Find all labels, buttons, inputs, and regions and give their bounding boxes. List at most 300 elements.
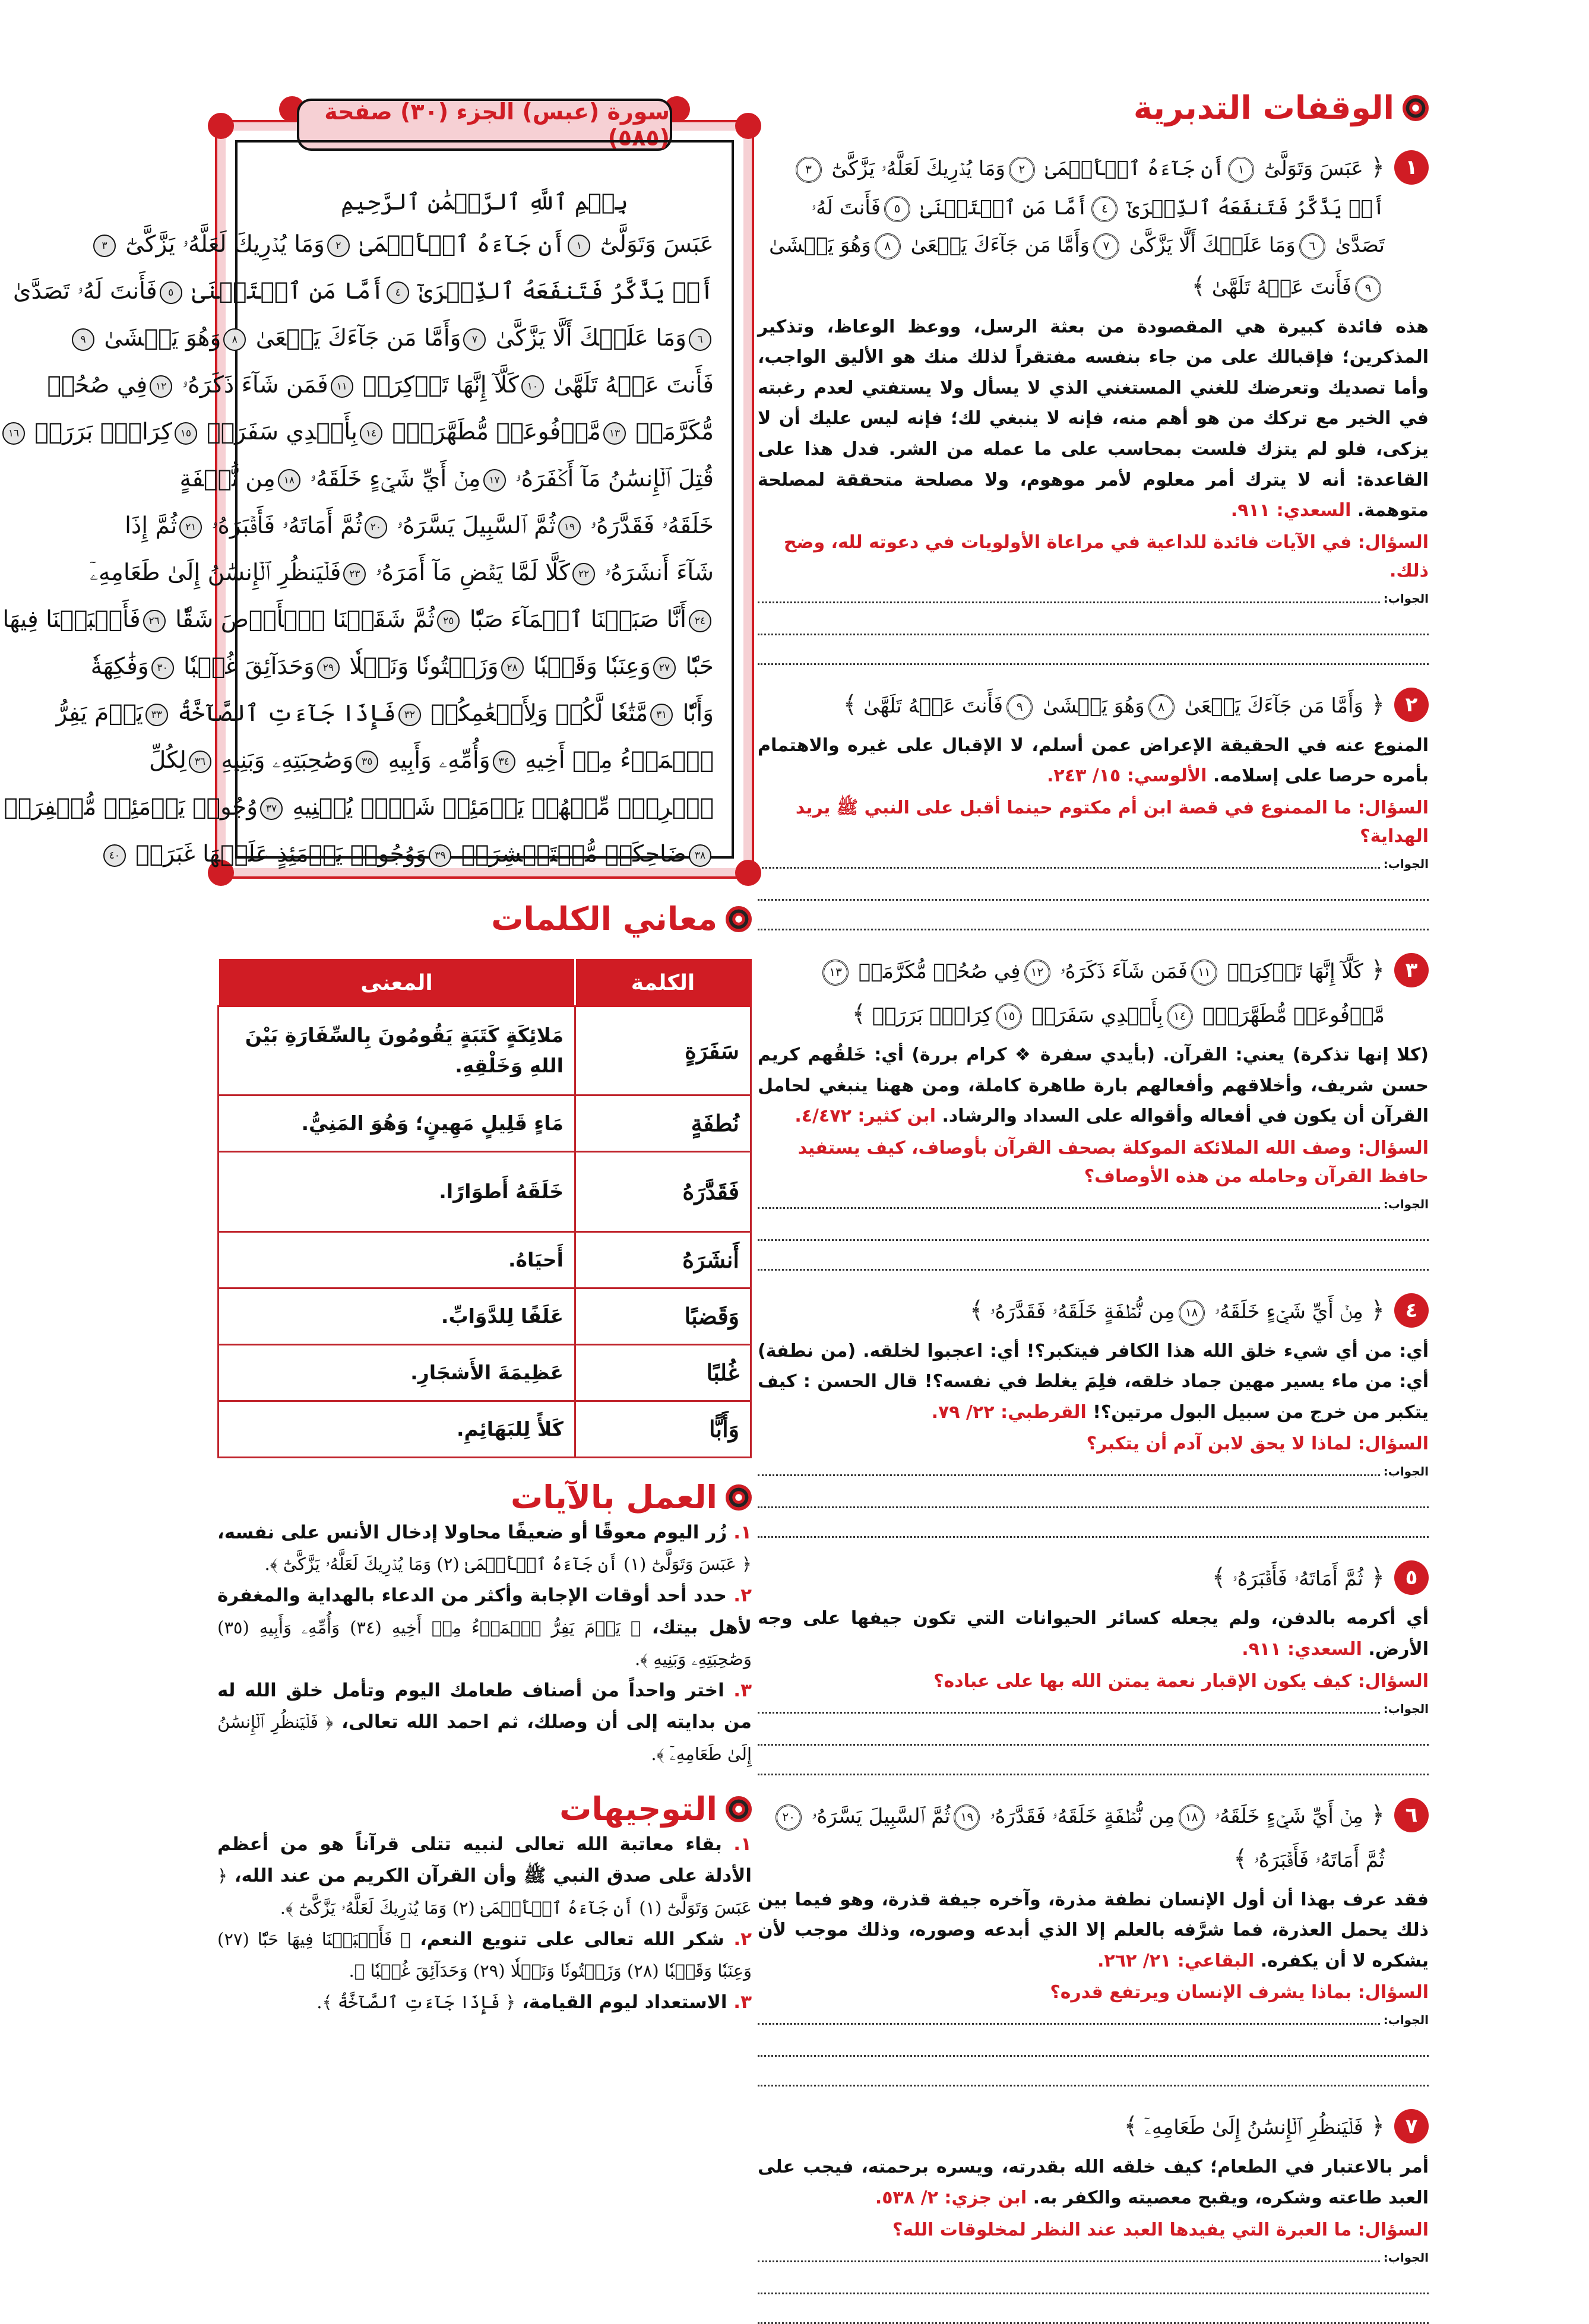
- question-text: السؤال: بماذا يشرف الإنسان ويرتفع قدره؟: [1050, 1982, 1429, 2003]
- ayah-segment: فَلۡيَنظُرِ ٱلۡإِنسَٰنُ إِلَىٰ طَعَامِهِۦٓ: [1144, 2116, 1363, 2140]
- verse-number-marker: ٣٣: [145, 704, 168, 726]
- verse-number-marker: ٦: [1299, 233, 1325, 259]
- mushaf-segment: أَوۡ يَذَّكَّرُ فَتَنفَعَهُ ٱلذِّكۡرَىٰٓ: [419, 278, 714, 305]
- tafsir-source: السعدي: ٩١١.: [1230, 500, 1351, 521]
- tawjihat-item: [217, 1987, 752, 2018]
- ornate-bracket-open: ﴿: [1363, 153, 1385, 181]
- verse-number-marker: ١: [568, 235, 590, 257]
- ayah-segment: أَن جَآءَهُ ٱلۡأَعۡمَىٰ: [1044, 156, 1225, 181]
- tafsir-body: المنوع عنه في الحقيقة الإعراض عمن أسلم، لا الإقبال على غيره والاهتمام بأمره حرصا على إسلامه.: [758, 734, 1429, 787]
- item-text: اختر واحداً من أصناف طعامك اليوم وتأمل خلق الله له من بدايته إلى أن وصلك، ثم احمد الله تعالى،: [217, 1680, 752, 1733]
- ayah-segment: كَلَّآ إِنَّهَا تَذۡكِرَةٞ: [1227, 959, 1363, 983]
- waqafa-item: [758, 948, 1429, 1271]
- mushaf-segment: فَمَن شَآءَ ذَكَرَهُۥ: [182, 372, 328, 398]
- verse-number-marker: ١١: [1191, 960, 1217, 986]
- rosette-icon: [726, 1796, 752, 1822]
- ornate-bracket-close: ﴾: [1123, 2113, 1138, 2141]
- tawjihat-title: التوجيهات: [559, 1790, 717, 1828]
- tafsir-source: القرطبي: ٢٢/ ٧٩.: [931, 1401, 1087, 1423]
- verse-number-marker: ١٧: [483, 469, 506, 492]
- ayah-segment: وَأَمَّا مَن جَآءَكَ يَسۡعَىٰ: [910, 233, 1090, 257]
- verse-number-marker: ٧: [463, 328, 486, 351]
- waqafa-item: [758, 145, 1429, 665]
- mushaf-segment: فَلۡيَنظُرِ ٱلۡإِنسَٰنُ إِلَىٰ طَعَامِهِۦٓ: [90, 559, 341, 586]
- vocab-meaning: أَحيَاهُ.: [219, 1231, 575, 1288]
- answer-label: الجواب:: [1383, 1701, 1429, 1716]
- answer-input-line[interactable]: [758, 2023, 1380, 2025]
- waqafa-item: [758, 2104, 1429, 2323]
- verse-number-marker: ١٢: [1024, 960, 1050, 986]
- item-ayah: ﴿ فَأَنۢبَتۡنَا فِيهَا حَبّٗا (٢٧) وَعِنَبٗا وَقَضۡبٗا (٢٨) وَزَيۡتُونٗا وَنَخۡلٗا (٢٩) وَحَدَآئِقَ غُلۡبٗا ﴾.: [217, 1929, 752, 1981]
- mushaf-line: [56, 690, 714, 737]
- waqafa-ayah-row: [758, 2104, 1429, 2148]
- mushaf-line: [2, 596, 714, 643]
- amal-items: [217, 1517, 752, 1771]
- answer-label: الجواب:: [1383, 591, 1429, 606]
- tafsir-source: ابن كثير: ٤/٤٧٢.: [794, 1106, 936, 1127]
- ayah-segment: مِنۡ أَيِّ شَيۡءٍ خَلَقَهُۥ: [1214, 1804, 1363, 1828]
- corner-dot: [735, 113, 761, 139]
- verse-number-marker: ٣١: [650, 704, 673, 726]
- vocab-header-row: [219, 960, 751, 1006]
- verse-number-marker: ٣٧: [260, 797, 283, 820]
- col-meaning-header: المعنى: [219, 960, 575, 1006]
- amal-item: [217, 1580, 752, 1675]
- ayah-segment: فِي صُحُفٖ مُّكَرَّمَةٖ: [858, 959, 1021, 983]
- verse-number-marker: ٢: [327, 235, 350, 257]
- ayah-segment: ثُمَّ أَمَاتَهُۥ فَأَقۡبَرَهُۥ: [1254, 1848, 1385, 1872]
- answer-input-line[interactable]: [758, 1207, 1380, 1209]
- vocab-row: [219, 1151, 751, 1231]
- tawjihat-item: [217, 1829, 752, 1924]
- mushaf-line: [8, 409, 714, 455]
- mushaf-segment: وَعِنَبٗا وَقَضۡبٗا: [533, 653, 651, 680]
- verse-number-marker: ٢٠: [775, 1804, 802, 1831]
- ornate-bracket-close: ﴾: [1211, 1564, 1226, 1592]
- answer-label: الجواب:: [1383, 1464, 1429, 1479]
- verse-number-marker: ١٩: [558, 516, 581, 539]
- answer-input-line[interactable]: [758, 1716, 1429, 1746]
- verse-number-marker: ١٥: [175, 422, 197, 445]
- vocab-meaning: خَلَقَهُ أَطوَارًا.: [219, 1151, 575, 1231]
- answer-input-line[interactable]: [758, 1474, 1380, 1476]
- ayah-segment: فَأَنتَ عَنۡهُ تَلَهَّىٰ: [1211, 275, 1351, 299]
- item-ayah: ﴿ فَلۡيَنظُرِ ٱلۡإِنسَٰنُ إِلَىٰ طَعَامِهِۦٓ ﴾.: [217, 1712, 752, 1764]
- tafsir-text: [758, 1336, 1429, 1428]
- verse-number-marker: ٩: [72, 328, 94, 351]
- verse-number-marker: ٨: [875, 233, 901, 259]
- verse-number-marker: ١٣: [822, 960, 849, 986]
- mushaf-segment: كِرَامِۭ بَرَرَةٖ: [34, 419, 172, 445]
- answer-input-line[interactable]: [758, 635, 1429, 665]
- mushaf-lines: [2, 221, 714, 878]
- verse-number-marker: ٢١: [179, 516, 202, 539]
- answer-input-line[interactable]: [758, 606, 1429, 635]
- verse-number-marker: ٣٢: [398, 704, 421, 726]
- waqafa-item: [758, 1556, 1429, 1775]
- vocab-row: [219, 1401, 751, 1457]
- verse-number-marker: ٤٠: [103, 844, 126, 867]
- vocab-word: غُلبًا: [575, 1344, 751, 1401]
- item-number-badge: ٧: [1394, 2109, 1429, 2143]
- question-text: السؤال: ما الممنوع في قصة ابن أم مكتوم حينما أقبل على النبي ﷺ يريد الهداية؟: [795, 797, 1429, 847]
- verse-number-marker: ١٨: [1179, 1804, 1205, 1831]
- ayah-segment: مِنۡ أَيِّ شَيۡءٍ خَلَقَهُۥ: [1214, 1299, 1363, 1324]
- ornate-bracket-open: ﴿: [1363, 1296, 1385, 1324]
- ayah-segment: أَمَّا مَنِ ٱسۡتَغۡنَىٰ: [920, 195, 1088, 220]
- vocab-row: [219, 1231, 751, 1288]
- answer-input-line[interactable]: [758, 1712, 1380, 1714]
- mushaf-segment: فَإِذَا جَآءَتِ ٱلصَّآخَّةُ: [178, 700, 396, 727]
- waqafat-title: الوقفات التدبرية: [1133, 89, 1394, 126]
- vocab-word: سَفَرَةٍ: [575, 1006, 751, 1095]
- basmala: بِسۡمِ ٱللَّهِ ٱلرَّحۡمَٰنِ ٱلرَّحِيمِ: [341, 189, 628, 215]
- tafsir-source: البقاعي: ٢١/ ٢٦٢.: [1097, 1950, 1255, 1971]
- mushaf-segment: ٱلۡمَرۡءُ مِنۡ أَخِيهِ: [524, 747, 714, 774]
- answer-label: الجواب:: [1383, 2250, 1429, 2265]
- tafsir-source: السعدي: ٩١١.: [1242, 1639, 1362, 1660]
- mushaf-segment: حَبّٗا: [685, 653, 714, 680]
- mushaf-line: [4, 784, 714, 831]
- tafsir-text: [758, 1040, 1429, 1132]
- item-text: بقاء معاتبة الله تعالى لنبيه تتلى قرآناً هو من أعظم الأدلة على صدق النبي ﷺ وأن القرآن الكريم من عند الله،: [217, 1833, 752, 1887]
- mushaf-segment: فَأَنتَ عَنۡهُ تَلَهَّىٰ: [553, 372, 714, 398]
- amal-item: [217, 1675, 752, 1770]
- waqafat-heading: [758, 89, 1429, 128]
- answer-input-line[interactable]: [758, 2294, 1429, 2324]
- waqafa-ayah-row: [758, 145, 1429, 308]
- verse-number-marker: ٦: [689, 328, 711, 351]
- ayah-segment: بِأَيۡدِي سَفَرَةٖ: [1031, 1003, 1163, 1027]
- verse-number-marker: ٧: [1093, 233, 1119, 259]
- question-text: السؤال: وصف الله الملائكة الموكلة بصحف القرآن بأوصاف، كيف يستفيد حافظ القرآن وحامله من هذه الأوصاف؟: [797, 1137, 1429, 1187]
- ayah-segment: وَمَا عَلَيۡكَ أَلَّا يَزَّكَّىٰ: [1129, 233, 1296, 257]
- ayah-segment: مَّرۡفُوعَةٖ مُّطَهَّرَةِۭ: [1202, 1003, 1385, 1027]
- answer-input-line[interactable]: [758, 1746, 1429, 1775]
- question-text: السؤال: ما العبرة التي يفيدها العبد عند النظر لمخلوقات الله؟: [892, 2219, 1429, 2240]
- ayah-segment: ثُمَّ أَمَاتَهُۥ فَأَقۡبَرَهُۥ: [1232, 1567, 1363, 1591]
- ornate-bracket-open: ﴿: [1363, 1564, 1385, 1592]
- mushaf-segment: يَوۡمَ يَفِرُّ: [56, 700, 143, 727]
- left-column: [2, 99, 752, 2019]
- ayah-segment: وَهُوَ يَخۡشَىٰ: [1043, 694, 1145, 718]
- verse-number-marker: ٢٥: [437, 610, 460, 632]
- tafsir-body: (كلا إنها تذكرة) يعني: القرآن. (بأيدي سفرة ❖ كرام بررة) أي: خَلقُهم كريم حسن شريف، وأخلاقهم وأفعالهم بارة طاهرة كاملة، ومن ههنا ينبغي لحامل القرآن أن يكون في أفعاله وأقواله على السداد والرشاد.: [758, 1044, 1429, 1127]
- mushaf-segment: وُجُوهٞ يَوۡمَئِذٖ مُّسۡفِرَةٞ: [4, 794, 258, 821]
- ornate-bracket-open: ﴿: [1363, 956, 1385, 984]
- amal-item: [217, 1517, 752, 1581]
- answer-input-line[interactable]: [758, 1211, 1429, 1241]
- waqafa-item: [758, 1793, 1429, 2087]
- ayah-text: [758, 1556, 1385, 1600]
- mushaf-line: [90, 549, 714, 596]
- vocab-meaning: كَلأً لِلبَهَائِمِ.: [219, 1401, 575, 1457]
- ornate-bracket-open: ﴿: [1363, 1801, 1385, 1829]
- waqafa-ayah-row: [758, 1556, 1429, 1600]
- amal-heading: [217, 1478, 752, 1517]
- mushaf-segment: وَمَا يُدۡرِيكَ لَعَلَّهُۥ يَزَّكَّىٰٓ: [125, 231, 325, 258]
- answer-input-line[interactable]: [758, 1508, 1429, 1538]
- item-ayah: ﴿ فَإِذَا جَآءَتِ ٱلصَّآخَّةُ ﴾.: [316, 1992, 516, 2013]
- mushaf-segment: فَأَنۢبَتۡنَا فِيهَا: [2, 606, 141, 633]
- verse-number-marker: ١٩: [954, 1804, 980, 1831]
- mushaf-line: [90, 643, 714, 690]
- mushaf-segment: مُّكَرَّمَةٖ: [635, 419, 714, 445]
- verse-number-marker: ١٢: [150, 375, 172, 398]
- waqafa-ayah-row: [758, 1288, 1429, 1332]
- tafsir-body: هذه فائدة كبيرة هي المقصودة من بعثة الرسل، ووعظ الوعاظ، وتذكير المذكرين؛ فإقبالك على من جاء بنفسه مفتقراً لذلك منك هو الأليق الواجب، وأما تصديك وتعرضك للغني المستغني الذي لا يسأل ولا يستفتي لعدم رغبته في الخير مع تركك من هو أهم منه، فإنه لا ينبغي لك؛ فإنه ليس عليك أن لا يزكى، فلو لم يتزك فلست بمحاسب على ما عمله من الشر. فدل هذا على القاعدة: أنه لا يترك أمر معلوم لأمر موهوم، ولا مصلحة متحققة لمصلحة متوهمة.: [758, 316, 1429, 521]
- waqafa-ayah-row: [758, 1793, 1429, 1881]
- verse-number-marker: ٢٤: [689, 610, 711, 632]
- answer-input-line[interactable]: [758, 2057, 1429, 2086]
- ayah-segment: فَأَنتَ لَهُۥ تَصَدَّىٰ: [811, 195, 1385, 257]
- verse-number-marker: ١٨: [1179, 1300, 1205, 1326]
- verse-number-marker: ١٨: [278, 469, 300, 492]
- answer-label: الجواب:: [1383, 2013, 1429, 2028]
- verse-number-marker: ١٦: [2, 422, 25, 445]
- mushaf-segment: خَلَقَهُۥ فَقَدَّرَهُۥ: [590, 512, 714, 539]
- verse-number-marker: ٣٤: [493, 751, 515, 773]
- tafsir-body: فقد عرف بهذا أن أول الإنسان نطفة مذرة، وآخره جيفة قذرة، وهو فيما بين ذلك يحمل العذرة، فما شرَّفه بالعلم إلا الذي أبدعه وصوره، وذلك موجب لأن يشكره لا أن يكفره.: [758, 1889, 1429, 1971]
- verse-number-marker: ١٣: [603, 422, 626, 445]
- answer-input-line[interactable]: [758, 901, 1429, 930]
- verse-number-marker: ٢٧: [653, 657, 676, 679]
- mushaf-header: سورة (عبس) الجزء (٣٠) صفحة (٥٨٥): [297, 99, 672, 151]
- tawjihat-items: [217, 1829, 752, 2019]
- item-ayah: ﴿ يَوۡمَ يَفِرُّ ٱلۡمَرۡءُ مِنۡ أَخِيهِ (٣٤) وَأُمِّهِۦ وَأَبِيهِ (٣٥) وَصَٰحِبَتِهِۦ وَبَنِيهِ ﴾.: [217, 1617, 752, 1669]
- item-number-badge: ٢: [1394, 688, 1429, 722]
- question-text: السؤال: كيف يكون الإقبار نعمة يمتن الله بها على عباده؟: [933, 1670, 1429, 1692]
- verse-number-marker: ٨: [223, 328, 246, 351]
- mushaf-segment: ثُمَّ ٱلسَّبِيلَ يَسَّرَهُۥ: [397, 512, 556, 539]
- item-number-badge: ١: [1394, 150, 1429, 185]
- ayah-segment: أَوۡ يَذَّكَّرُ فَتَنفَعَهُ ٱلذِّكۡرَىٰٓ: [1128, 195, 1385, 220]
- ayah-segment: فَمَن شَآءَ ذَكَرَهُۥ: [1060, 959, 1188, 983]
- mushaf-line: [80, 315, 714, 362]
- verse-number-marker: ٢٢: [572, 563, 595, 585]
- mushaf-segment: مِنۡ أَيِّ شَيۡءٍ خَلَقَهُۥ: [310, 466, 481, 492]
- answer-label-row: [758, 2013, 1429, 2027]
- vocab-body: [219, 1006, 751, 1457]
- mushaf-segment: شَآءَ أَنشَرَهُۥ: [604, 559, 714, 586]
- tafsir-text: [758, 730, 1429, 791]
- verse-number-marker: ٣٥: [356, 751, 378, 773]
- amal-title: العمل بالآيات: [510, 1478, 717, 1516]
- answer-input-line[interactable]: [758, 867, 1380, 869]
- mushaf-segment: ٱمۡرِيٕٖ مِّنۡهُمۡ يَوۡمَئِذٖ شَأۡنٞ يُغۡنِيهِ: [292, 794, 714, 821]
- mushaf-segment: أَن جَآءَهُ ٱلۡأَعۡمَىٰ: [359, 231, 566, 258]
- vocab-row: [219, 1344, 751, 1401]
- ayah-segment: ثُمَّ ٱلسَّبِيلَ يَسَّرَهُۥ: [812, 1804, 951, 1828]
- item-text: حدد أحد أوقات الإجابة وأكثر من الدعاء بالهداية والمغفرة لأهل بيتك،: [217, 1585, 752, 1638]
- vocab-table: [217, 959, 752, 1458]
- verse-number-marker: ٨: [1148, 694, 1175, 720]
- mushaf-segment: وَزَيۡتُونٗا وَنَخۡلٗا: [349, 653, 499, 680]
- ayah-text: [758, 683, 1385, 727]
- vocab-meaning: عَظِيمَةَ الأَشجَارِ.: [219, 1344, 575, 1401]
- mushaf-segment: كَلَّآ إِنَّهَا تَذۡكِرَةٞ: [363, 372, 519, 398]
- rosette-icon: [726, 906, 752, 932]
- tafsir-source: الألوسي: ١٥/ ٢٤٣.: [1047, 765, 1207, 787]
- verse-number-marker: ٣: [796, 157, 822, 183]
- item-ayah: ﴿ عَبَسَ وَتَوَلَّىٰٓ (١) أَن جَآءَهُ ٱلۡأَعۡمَىٰ (٢) وَمَا يُدۡرِيكَ لَعَلَّهُۥ يَزَّكَّىٰٓ ﴾.: [264, 1553, 752, 1574]
- answer-label-row: [758, 857, 1429, 871]
- item-number: ٣.: [733, 1680, 752, 1702]
- waqafa-item: [758, 1288, 1429, 1538]
- answer-input-line[interactable]: [758, 871, 1429, 901]
- answer-label-row: [758, 2250, 1429, 2265]
- verse-number-marker: ١٤: [360, 422, 382, 445]
- question-text: السؤال: لماذا لا يحق لابن آدم أن يتكبر؟: [1086, 1433, 1429, 1455]
- verse-number-marker: ٥: [884, 196, 910, 222]
- ayah-segment: مِن نُّطۡفَةٍ خَلَقَهُۥ فَقَدَّرَهُۥ: [990, 1804, 1175, 1828]
- verse-number-marker: ٣: [93, 235, 116, 257]
- item-number-badge: ٥: [1394, 1560, 1429, 1595]
- mushaf-segment: وَحَدَآئِقَ غُلۡبٗا: [183, 653, 315, 680]
- mushaf-segment: لِكُلِّ: [148, 747, 186, 774]
- question-text: السؤال: في الآيات فائدة للداعية في مراعاة الأولويات في دعوته لله، وضح ذلك.: [783, 531, 1429, 581]
- vocab-heading: [217, 900, 752, 939]
- item-number: ٢.: [733, 1585, 752, 1607]
- ayah-segment: كِرَامِۭ بَرَرَةٖ: [872, 1003, 992, 1027]
- verse-number-marker: ٣٠: [151, 657, 174, 679]
- mushaf-text-frame: [2, 140, 734, 867]
- verse-number-marker: ١١: [331, 375, 353, 398]
- vocab-row: [219, 1006, 751, 1095]
- vocab-row: [219, 1288, 751, 1344]
- tafsir-text: [758, 1603, 1429, 1664]
- vocab-word: فَقَدَّرَهُ: [575, 1151, 751, 1231]
- ornate-bracket-open: ﴿: [1363, 2113, 1385, 2141]
- vocab-word: أَنشَرَهُ: [575, 1231, 751, 1288]
- answer-input-line[interactable]: [758, 2265, 1429, 2294]
- mushaf-line: [148, 737, 714, 784]
- verse-number-marker: ٩: [1355, 276, 1381, 302]
- mushaf-segment: فَأَنتَ لَهُۥ تَصَدَّىٰ: [12, 278, 157, 305]
- vocab-word: نُطفَةٍ: [575, 1095, 751, 1151]
- answer-label: الجواب:: [1383, 1196, 1429, 1211]
- item-number: ٣.: [733, 1991, 752, 2013]
- answer-input-line[interactable]: [758, 2027, 1429, 2057]
- item-text: الاستعداد ليوم القيامة،: [522, 1991, 727, 2013]
- mushaf-page: [2, 99, 752, 876]
- mushaf-segment: ثُمَّ أَمَاتَهُۥ فَأَقۡبَرَهُۥ: [211, 512, 362, 539]
- verse-number-marker: ١: [1228, 157, 1254, 183]
- tafsir-body: أي أكرمه بالدفن، ولم يجعله كسائر الحيوانات التي تكون جيفها على وجه الأرض.: [758, 1608, 1429, 1660]
- verse-number-marker: ٤: [387, 281, 409, 304]
- ayah-segment: وَمَا يُدۡرِيكَ لَعَلَّهُۥ يَزَّكَّىٰٓ: [831, 156, 1005, 181]
- vocab-meaning: مَلائِكَةٍ كَتَبَةٍ يَقُومُونَ بِالسِّفَارَةِ بَيْنَ اللهِ وَخَلْقِهِ.: [219, 1006, 575, 1095]
- ayah-text: [758, 948, 1385, 1036]
- col-word-header: الكلمة: [575, 960, 751, 1006]
- mushaf-line: [125, 502, 714, 549]
- tafsir-body: أمر بالاعتبار في الطعام؛ كيف خلقه الله بقدرته، ويسره برحمته، فيجب على العبد طاعته وشكره، ويقبح معصيته والكفر به.: [758, 2157, 1429, 2209]
- ayah-text: [758, 145, 1385, 308]
- tawjihat-section: [217, 1790, 752, 2019]
- mushaf-segment: وَصَٰحِبَتِهِۦ وَبَنِيهِ: [221, 747, 354, 774]
- vocab-title: معاني الكلمات: [491, 900, 717, 938]
- mushaf-segment: أَنَّا صَبَبۡنَا ٱلۡمَآءَ صَبّٗا: [469, 606, 686, 633]
- ayah-segment: عَبَسَ وَتَوَلَّىٰٓ: [1264, 156, 1363, 181]
- waqafa-item: [758, 683, 1429, 930]
- verse-number-marker: ٢٠: [365, 516, 387, 539]
- item-number: ٢.: [733, 1928, 752, 1950]
- answer-input-line[interactable]: [758, 1241, 1429, 1271]
- rosette-icon: [726, 1484, 752, 1511]
- vocab-word: وَقَضبًا: [575, 1288, 751, 1344]
- answer-label: الجواب:: [1383, 856, 1429, 871]
- item-number: ١.: [733, 1833, 752, 1855]
- verse-number-marker: ١٥: [996, 1003, 1022, 1030]
- verse-number-marker: ٩: [1006, 694, 1033, 720]
- ornate-bracket-close: ﴾: [843, 691, 857, 718]
- answer-label-row: [758, 1197, 1429, 1211]
- verse-number-marker: ٢٦: [143, 610, 166, 632]
- answer-input-line[interactable]: [758, 601, 1380, 603]
- corner-dot: [735, 860, 761, 886]
- mushaf-segment: وَأَبّٗا: [682, 700, 714, 727]
- tawjihat-item: [217, 1924, 752, 1987]
- mushaf-segment: وَأُمِّهِۦ وَأَبِيهِ: [388, 747, 490, 774]
- waqafa-ayah-row: [758, 948, 1429, 1036]
- mushaf-line: [12, 268, 714, 315]
- tafsir-text: [758, 312, 1429, 526]
- mushaf-segment: وَفَٰكِهَةٗ: [90, 653, 149, 680]
- tawjihat-heading: [217, 1790, 752, 1829]
- answer-input-line[interactable]: [758, 1478, 1429, 1508]
- verse-number-marker: ٣٦: [189, 751, 211, 773]
- item-text: شكر الله تعالى على تنويع النعم،: [420, 1928, 724, 1950]
- tafsir-text: [758, 1885, 1429, 1977]
- mushaf-line: [47, 362, 714, 409]
- ayah-segment: مِن نُّطۡفَةٍ خَلَقَهُۥ فَقَدَّرَهُۥ: [990, 1299, 1175, 1324]
- waqafa-ayah-row: [758, 683, 1429, 727]
- corner-dot: [208, 113, 234, 139]
- ornate-bracket-close: ﴾: [1233, 1845, 1248, 1873]
- mushaf-segment: قُتِلَ ٱلۡإِنسَٰنُ مَآ أَكۡفَرَهُۥ: [515, 466, 714, 492]
- ayah-text: [758, 1793, 1385, 1881]
- mushaf-segment: كَلَّا لَمَّا يَقۡضِ مَآ أَمَرَهُۥ: [375, 559, 571, 586]
- mushaf-line: [102, 221, 714, 268]
- mushaf-segment: بِأَيۡدِي سَفَرَةٖ: [207, 419, 357, 445]
- verse-number-marker: ٣٨: [689, 844, 711, 867]
- answer-input-line[interactable]: [758, 2260, 1380, 2262]
- item-ayah: ﴿ عَبَسَ وَتَوَلَّىٰٓ (١) أَن جَآءَهُ ٱلۡأَعۡمَىٰ (٢) وَمَا يُدۡرِيكَ لَعَلَّهُۥ يَزَّكَّىٰٓ ﴾.: [217, 1866, 752, 1918]
- item-number-badge: ٦: [1394, 1798, 1429, 1832]
- verse-number-marker: ٥: [160, 281, 182, 304]
- vocab-meaning: عَلَفًا لِلدَّوَابِّ.: [219, 1288, 575, 1344]
- ayah-text: [758, 1288, 1385, 1332]
- verse-number-marker: ٢٣: [343, 563, 366, 585]
- mushaf-segment: ثُمَّ شَقَقۡنَا ٱلۡأَرۡضَ شَقّٗا: [175, 606, 435, 633]
- vocab-meaning: مَاءٍ قَلِيلٍ مَهِينٍ؛ وَهُوَ المَنِيُّ.: [219, 1095, 575, 1151]
- answer-label-row: [758, 1702, 1429, 1716]
- verse-number-marker: ٢٨: [501, 657, 524, 679]
- mushaf-segment: وَمَا عَلَيۡكَ أَلَّا يَزَّكَّىٰ: [495, 325, 686, 352]
- waqafat-items: [758, 145, 1429, 2324]
- item-text: زُر اليوم معوقًا أو ضعيفًا محاولا إدخال الأنس على نفسه،: [217, 1521, 727, 1543]
- rosette-icon: [1403, 95, 1429, 121]
- verse-number-marker: ١٠: [521, 375, 544, 398]
- verse-number-marker: ١٤: [1167, 1003, 1193, 1030]
- ornate-bracket-close: ﴾: [969, 1296, 984, 1324]
- item-number: ١.: [733, 1521, 752, 1543]
- tafsir-source: ابن جزي: ٢/ ٥٣٨.: [875, 2187, 1027, 2209]
- amal-section: [217, 1478, 752, 1770]
- mushaf-segment: أَمَّا مَنِ ٱسۡتَغۡنَىٰ: [192, 278, 385, 305]
- ornate-bracket-close: ﴾: [852, 1000, 866, 1028]
- tafsir-body: أي: من أي شيء خلق الله هذا الكافر فيتكبر؟! أي: اعجبوا لخلقه. (من نطفة) أي: من ماء يسير مهين جماد خلقه، فلِمَ يغلط في نفسه؟! قال الحسن : كيف يتكبر من خرج من سبيل البول مرتين؟!: [758, 1340, 1429, 1423]
